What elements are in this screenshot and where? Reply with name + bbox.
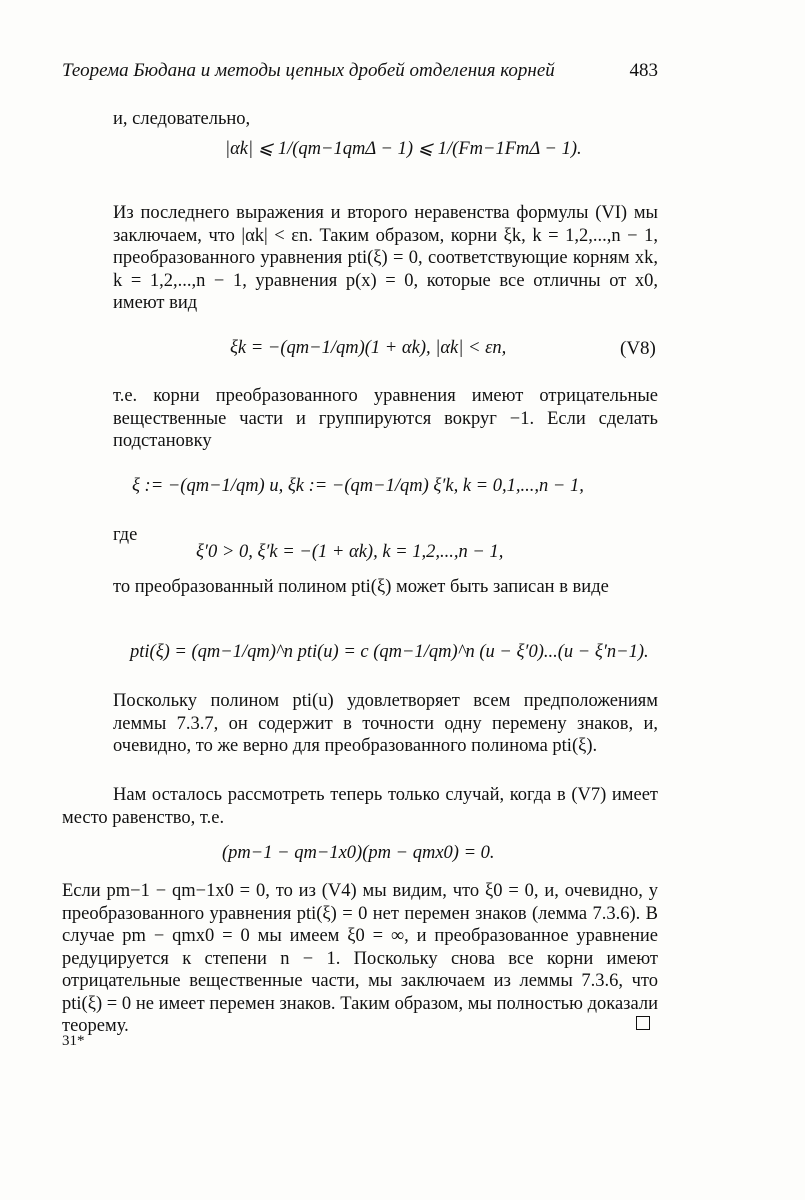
- signature-mark: 31*: [62, 1033, 85, 1049]
- equation-product-text: (pm−1 − qm−1x0)(pm − qmx0) = 0.: [222, 843, 495, 863]
- equation-xi-k-text: ξk = −(qm−1/qm)(1 + αk), |αk| < εn,: [230, 338, 507, 358]
- equation-substitution-text: ξ := −(qm−1/qm) u, ξk := −(qm−1/qm) ξ′k, k = 0,1,...,n − 1,: [132, 476, 584, 496]
- page-number: 483: [629, 60, 658, 81]
- equation-substitution: [132, 476, 584, 497]
- paragraph-polynomial-form: то преобразованный полином pti(ξ) может быть записан в виде: [113, 577, 609, 597]
- word-where: где: [113, 525, 138, 545]
- equation-tag-v8: (V8): [620, 338, 656, 359]
- paragraph-roots: Из последнего выражения и второго неравенства формулы (VI) мы заключаем, что |αk| < εn. Таким образом, корни ξk, k = 1,2,...,n − 1, преобразованного уравнения pti(ξ) = 0, соответствующие корням xk, k = 1,2,...,n − 1, уравнения p(x) = 0, которые все отличны от x0, имеют вид: [113, 203, 658, 313]
- equation-xi-prime: [196, 542, 503, 563]
- qed-box-icon: [636, 1016, 650, 1030]
- paragraph-remaining-case: Нам осталось рассмотреть теперь только случай, когда в (V7) имеет место равенство, т.е.: [62, 785, 658, 828]
- equation-product: [222, 843, 495, 864]
- equation-xi-k: [230, 338, 506, 359]
- equation-alpha-bound: [225, 138, 582, 160]
- paragraph-intro: и, следовательно,: [113, 109, 251, 129]
- running-title: Теорема Бюдана и методы цепных дробей отделения корней: [62, 60, 555, 81]
- paragraph-substitution: т.е. корни преобразованного уравнения имеют отрицательные вещественные части и группируются вокруг −1. Если сделать подстановку: [113, 386, 658, 451]
- equation-alpha-bound-text: |αk| ⩽ 1/(qm−1qmΔ − 1) ⩽ 1/(Fm−1FmΔ − 1).: [225, 139, 582, 159]
- equation-xi-prime-text: ξ′0 > 0, ξ′k = −(1 + αk), k = 1,2,...,n − 1,: [196, 542, 504, 562]
- paragraph-final: Если pm−1 − qm−1x0 = 0, то из (V4) мы видим, что ξ0 = 0, и, очевидно, у преобразованного уравнения pti(ξ) = 0 нет перемен знаков (лемма 7.3.6). В случае pm − qmx0 = 0 мы имеем ξ0 = ∞, и преобразованное уравнение редуцируется к степени n − 1. Поскольку снова все корни имеют отрицательные вещественные части, мы заключаем из леммы 7.3.6, что pti(ξ) = 0 не имеет перемен знаков. Таким образом, мы полностью доказали теорему.: [62, 881, 658, 1036]
- equation-polynomial: [130, 642, 649, 663]
- equation-polynomial-text: pti(ξ) = (qm−1/qm)^n pti(u) = c (qm−1/qm)^n (u − ξ′0)...(u − ξ′n−1).: [130, 642, 649, 662]
- paragraph-lemma: Поскольку полином pti(u) удовлетворяет всем предположениям леммы 7.3.7, он содержит в точности одну перемену знаков, и, очевидно, то же верно для преобразованного полинома pti(ξ).: [113, 691, 658, 756]
- running-header: [62, 60, 658, 82]
